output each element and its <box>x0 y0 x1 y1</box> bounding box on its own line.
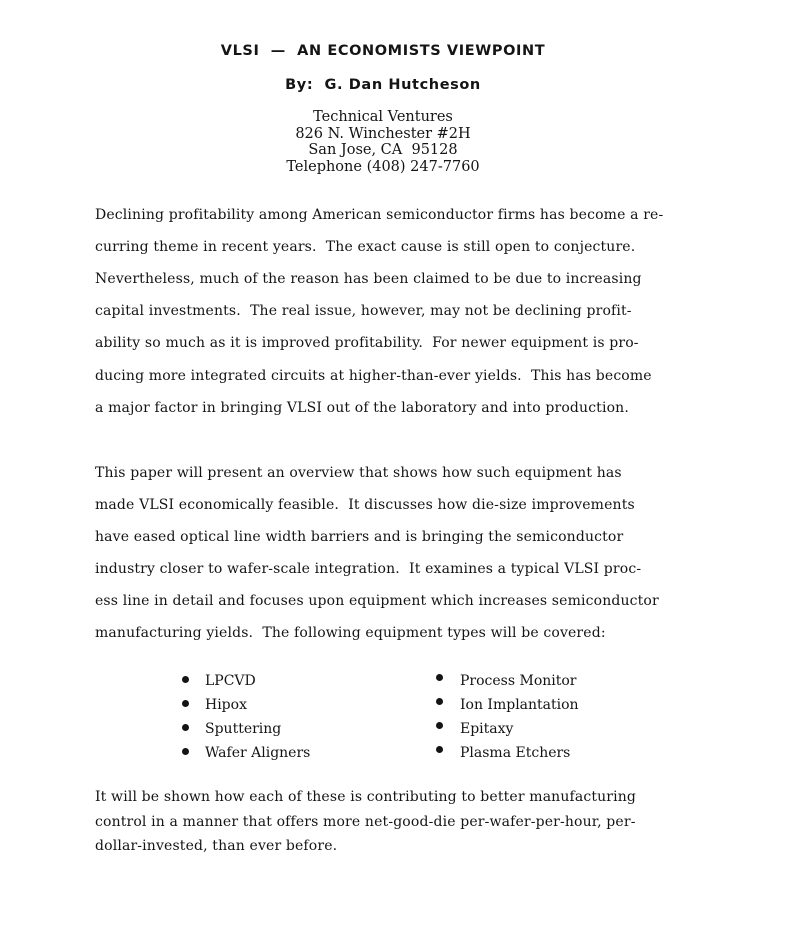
address-line-city: San Jose, CA 95128 <box>308 142 458 158</box>
text-line: Declining profitability among American semiconductor firms has become a re- <box>95 207 664 223</box>
text-line: ess line in detail and focuses upon equipment which increases semiconductor <box>95 593 659 609</box>
document-title: VLSI — AN ECONOMISTS VIEWPOINT <box>220 43 546 59</box>
bullet-icon <box>182 748 189 755</box>
text-line: manufacturing yields. The following equipment types will be covered: <box>95 625 606 641</box>
list-item-label: Ion Implantation <box>460 697 579 713</box>
text-line: industry closer to wafer-scale integration. It examines a typical VLSI proc- <box>95 561 642 577</box>
bullet-icon <box>436 722 443 729</box>
text-line: dollar-invested, than ever before. <box>95 838 338 854</box>
list-item-label: LPCVD <box>205 673 256 689</box>
address-line-telephone: Telephone (408) 247-7760 <box>286 158 480 175</box>
list-item-label: Sputtering <box>205 721 282 737</box>
text-line: made VLSI economically feasible. It discusses how die-size improvements <box>95 497 635 513</box>
text-line: capital investments. The real issue, however, may not be declining profit- <box>95 303 632 319</box>
bullet-icon <box>436 674 443 681</box>
address-line-organization: Technical Ventures <box>313 109 453 125</box>
text-line: ability so much as it is improved profitability. For newer equipment is pro- <box>95 335 639 351</box>
text-line: ducing more integrated circuits at higher-than-ever yields. This has become <box>95 368 652 384</box>
list-item-label: Process Monitor <box>460 673 577 689</box>
author-byline: By: G. Dan Hutcheson <box>285 77 481 93</box>
bullet-icon <box>182 700 189 707</box>
bullet-icon <box>436 746 443 753</box>
bullet-icon <box>182 724 189 731</box>
text-line: Nevertheless, much of the reason has been claimed to be due to increasing <box>95 271 642 287</box>
text-line: control in a manner that offers more net-good-die per-wafer-per-hour, per- <box>95 814 636 830</box>
text-line: curring theme in recent years. The exact cause is still open to conjecture. <box>95 239 636 255</box>
author-address <box>0 109 766 175</box>
text-line: It will be shown how each of these is contributing to better manufacturing <box>95 789 637 805</box>
list-item-label: Hipox <box>205 697 247 713</box>
text-line: a major factor in bringing VLSI out of the laboratory and into production. <box>95 400 629 416</box>
list-item-label: Plasma Etchers <box>460 745 571 761</box>
address-line-street: 826 N. Winchester #2H <box>295 125 471 142</box>
bullet-icon <box>182 676 189 683</box>
list-item-label: Epitaxy <box>460 721 514 737</box>
bullet-icon <box>436 698 443 705</box>
text-line: This paper will present an overview that shows how such equipment has <box>95 465 622 481</box>
text-line: have eased optical line width barriers and is bringing the semiconductor <box>95 529 624 545</box>
list-item-label: Wafer Aligners <box>205 745 311 761</box>
